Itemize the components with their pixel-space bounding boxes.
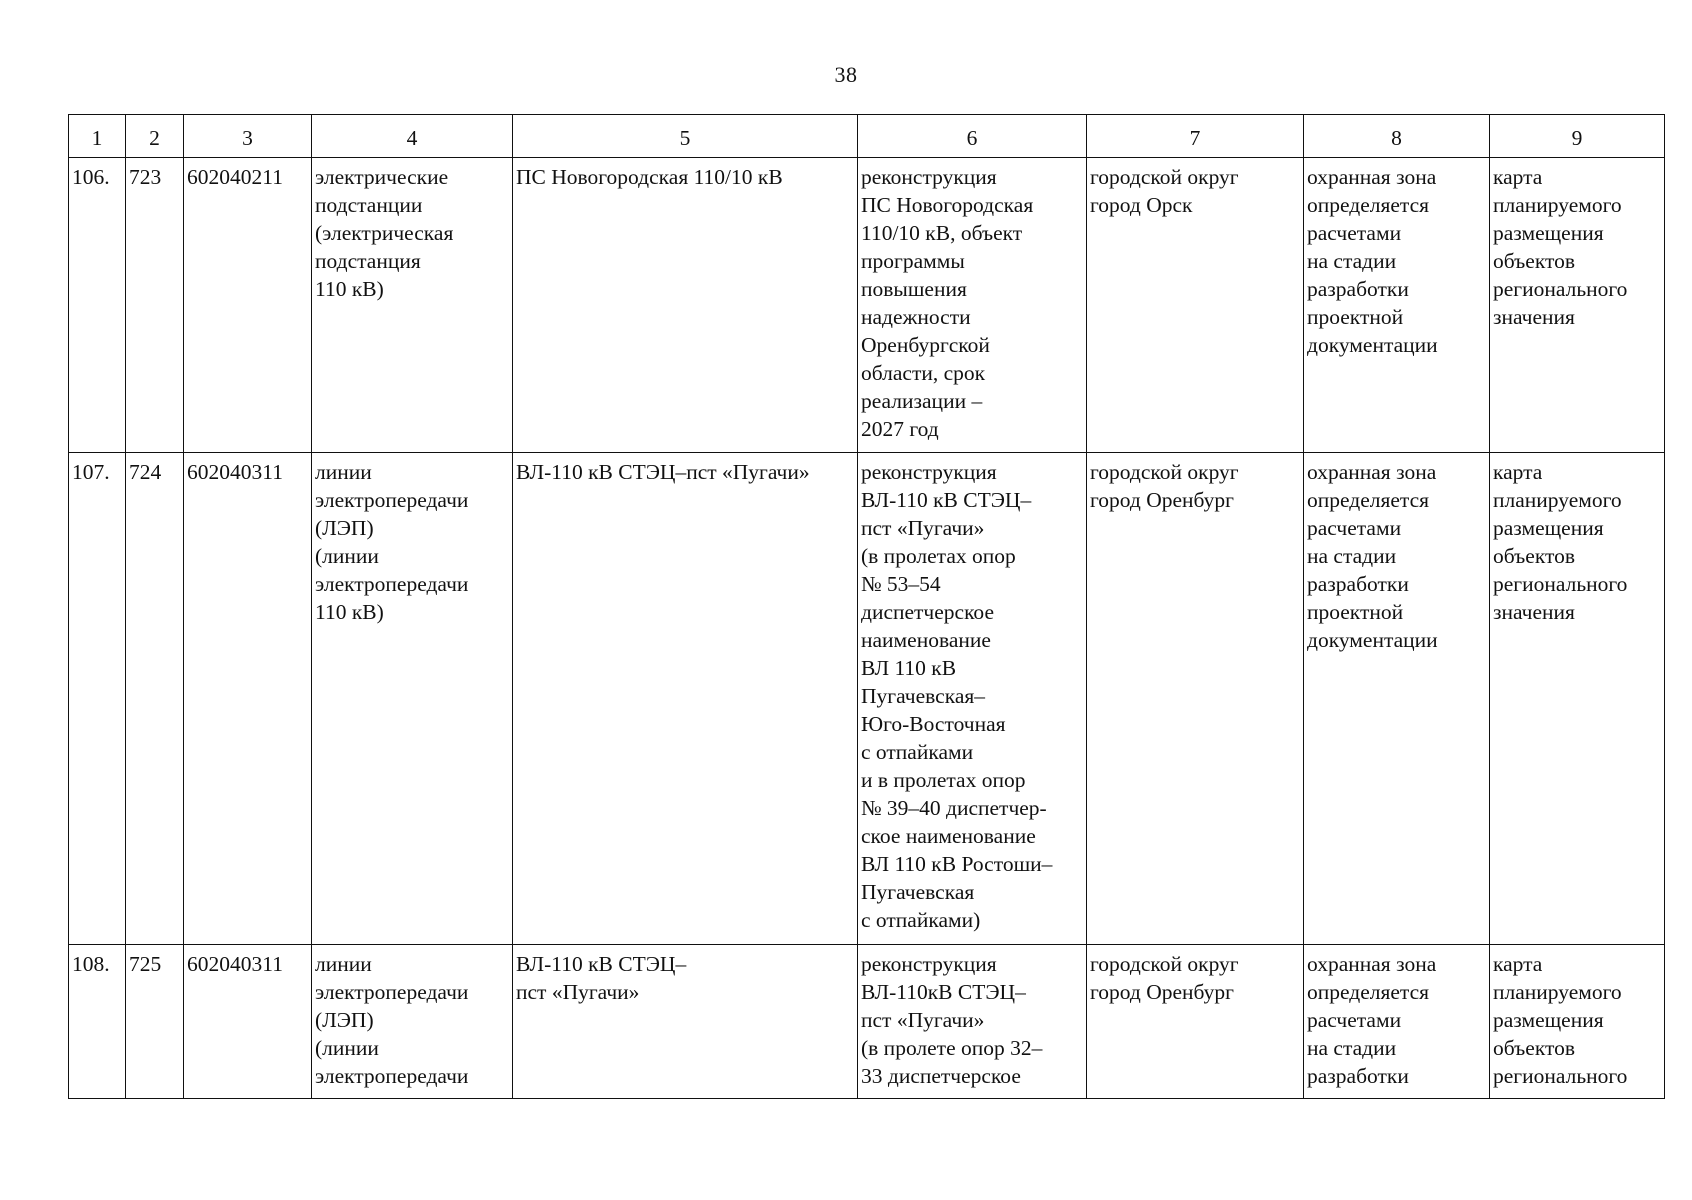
- classifier-code-cell: 602040311: [184, 945, 312, 1099]
- object-type-cell: линии электропередачи (ЛЭП) (линии электропередачи: [312, 945, 513, 1099]
- map-cell: карта планируемого размещения объектов регионального значения: [1490, 453, 1665, 945]
- header-col-1: 1: [69, 115, 126, 158]
- object-name-cell: ПС Новогородская 110/10 кВ: [513, 158, 858, 453]
- row-number-cell: 107.: [69, 453, 126, 945]
- header-col-8: 8: [1304, 115, 1490, 158]
- row-number-cell: 106.: [69, 158, 126, 453]
- description-cell: реконструкция ПС Новогородская 110/10 кВ, объект программы повышения надежности Оренбургской области, срок реализации – 2027 год: [858, 158, 1087, 453]
- description-cell: реконструкция ВЛ-110кВ СТЭЦ– пст «Пугачи» (в пролете опор 32– 33 диспетчерское: [858, 945, 1087, 1099]
- zone-cell: охранная зона определяется расчетами на стадии разработки проектной документации: [1304, 158, 1490, 453]
- map-cell: карта планируемого размещения объектов регионального значения: [1490, 158, 1665, 453]
- location-cell: городской округ город Орск: [1087, 158, 1304, 453]
- header-col-6: 6: [858, 115, 1087, 158]
- header-col-2: 2: [126, 115, 184, 158]
- row-number-cell: 108.: [69, 945, 126, 1099]
- objects-table: [68, 114, 1665, 1099]
- object-name-cell: ВЛ-110 кВ СТЭЦ–пст «Пугачи»: [513, 453, 858, 945]
- table-header-row: [69, 115, 1665, 158]
- zone-cell: охранная зона определяется расчетами на стадии разработки проектной документации: [1304, 453, 1490, 945]
- location-cell: городской округ город Оренбург: [1087, 453, 1304, 945]
- header-col-5: 5: [513, 115, 858, 158]
- location-cell: городской округ город Оренбург: [1087, 945, 1304, 1099]
- object-type-cell: линии электропередачи (ЛЭП) (линии электропередачи 110 кВ): [312, 453, 513, 945]
- code-cell: 725: [126, 945, 184, 1099]
- table-row: [69, 945, 1665, 1099]
- code-cell: 724: [126, 453, 184, 945]
- header-col-4: 4: [312, 115, 513, 158]
- page-number: 38: [834, 62, 858, 87]
- object-name-cell: ВЛ-110 кВ СТЭЦ– пст «Пугачи»: [513, 945, 858, 1099]
- table-row: [69, 453, 1665, 945]
- table-row: [69, 158, 1665, 453]
- zone-cell: охранная зона определяется расчетами на стадии разработки: [1304, 945, 1490, 1099]
- object-type-cell: электрические подстанции (электрическая подстанция 110 кВ): [312, 158, 513, 453]
- description-cell: реконструкция ВЛ-110 кВ СТЭЦ– пст «Пугачи» (в пролетах опор № 53–54 диспетчерское наименование ВЛ 110 кВ Пугачевская– Юго-Восточная с отпайками и в пролетах опор № 39–40 диспетчер- ское наименование ВЛ 110 кВ Ростоши– Пугачевская с отпайками): [858, 453, 1087, 945]
- classifier-code-cell: 602040211: [184, 158, 312, 453]
- header-col-9: 9: [1490, 115, 1665, 158]
- map-cell: карта планируемого размещения объектов регионального: [1490, 945, 1665, 1099]
- classifier-code-cell: 602040311: [184, 453, 312, 945]
- code-cell: 723: [126, 158, 184, 453]
- header-col-3: 3: [184, 115, 312, 158]
- header-col-7: 7: [1087, 115, 1304, 158]
